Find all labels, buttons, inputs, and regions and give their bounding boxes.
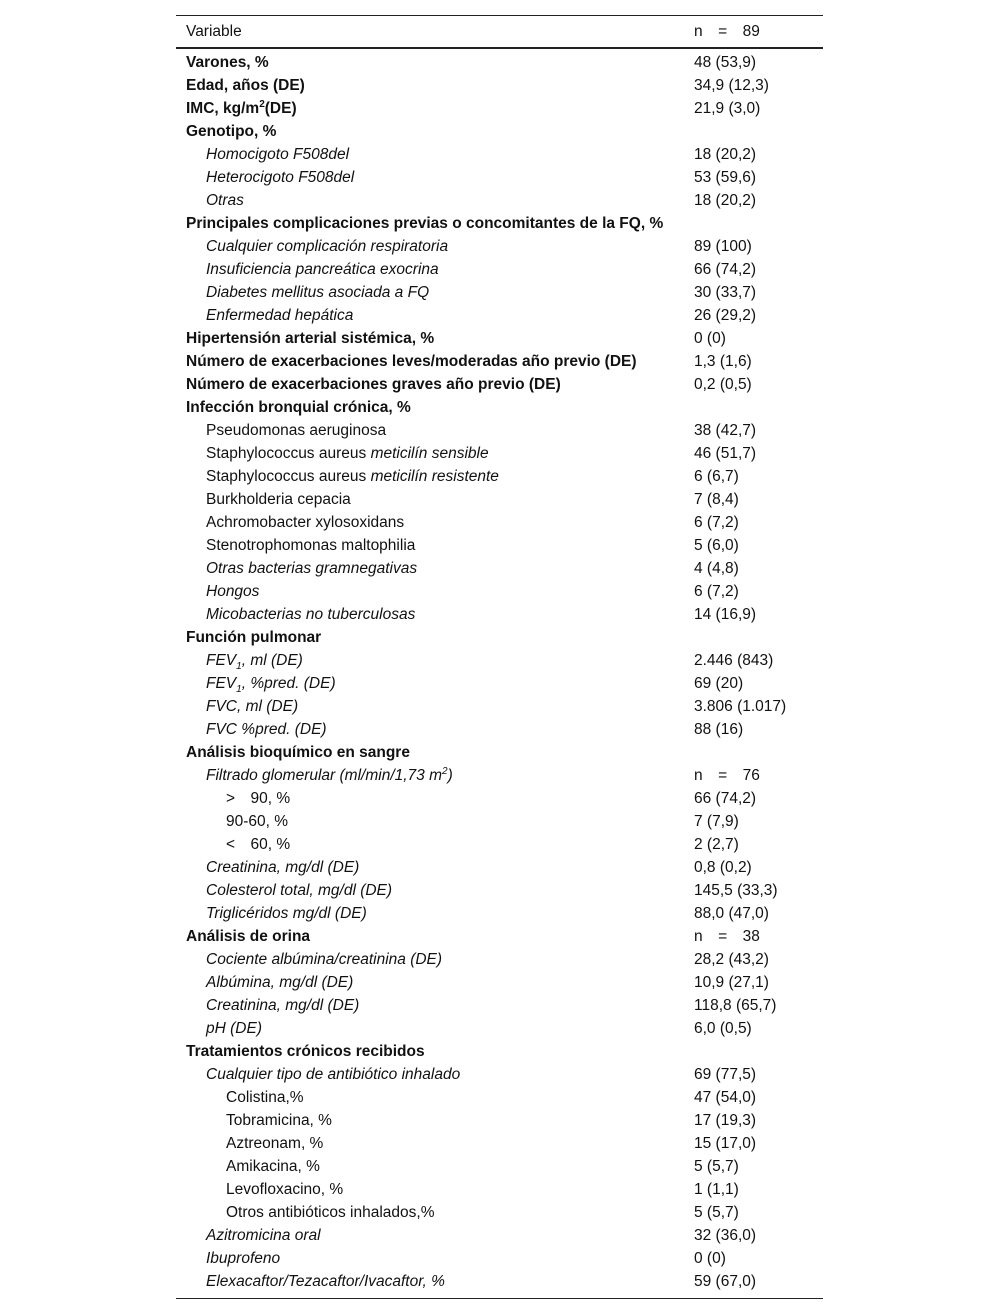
row-label: Burkholderia cepacia — [206, 491, 351, 508]
table-row — [176, 51, 823, 74]
table-row — [176, 810, 823, 833]
row-label: Amikacina, % — [226, 1158, 320, 1175]
row-label: Infección bronquial crónica, % — [186, 399, 411, 416]
row-label: $FEV_1$, ml (DE) — [206, 652, 303, 673]
row-label: Homocigoto F508del — [206, 146, 350, 163]
table-row — [176, 465, 823, 488]
table-row — [176, 580, 823, 603]
row-label: Hongos — [206, 583, 260, 600]
row-value: 6,0 (0,5) — [694, 1020, 752, 1037]
table-row — [176, 1017, 823, 1040]
row-value: 38 (42,7) — [694, 422, 757, 439]
row-label: Análisis de orina — [186, 928, 311, 945]
row-label: Creatinina, mg/dl (DE) — [206, 997, 360, 1014]
row-label: Azitromicina oral — [206, 1227, 321, 1244]
row-value: n = 38 — [694, 928, 760, 945]
row-label: Triglicéridos mg/dl (DE) — [206, 905, 367, 922]
table-row — [176, 396, 823, 419]
table-row — [176, 1040, 823, 1063]
table-row — [176, 74, 823, 97]
row-label: Tratamientos crónicos recibidos — [186, 1043, 425, 1060]
table-row — [176, 925, 823, 948]
row-value: 6 (7,2) — [694, 514, 739, 531]
row-value: 48 (53,9) — [694, 54, 757, 71]
row-label: pH (DE) — [206, 1020, 262, 1037]
row-label: Función pulmonar — [186, 629, 322, 646]
row-value: 89 (100) — [694, 238, 752, 255]
row-label: Creatinina, mg/dl (DE) — [206, 859, 360, 876]
row-value: 46 (51,7) — [694, 445, 757, 462]
row-value: 6 (6,7) — [694, 468, 739, 485]
row-value: 5 (5,7) — [694, 1158, 739, 1175]
row-value: 26 (29,2) — [694, 307, 757, 324]
row-label: < 60, % — [226, 836, 291, 853]
row-label: Filtrado glomerular (ml/min/1,73 $m^2$) — [206, 765, 453, 784]
table-row — [176, 948, 823, 971]
row-label: Hipertensión arterial sistémica, % — [186, 330, 435, 347]
row-value: 2.446 (843) — [694, 652, 774, 669]
row-value: 5 (5,7) — [694, 1204, 739, 1221]
row-label: Cualquier complicación respiratoria — [206, 238, 449, 255]
table-row — [176, 833, 823, 856]
row-label: Aztreonam, % — [226, 1135, 324, 1152]
row-value: 0 (0) — [694, 330, 726, 347]
table-row — [176, 1155, 823, 1178]
table-row — [176, 143, 823, 166]
row-value: 14 (16,9) — [694, 606, 757, 623]
row-label: Albúmina, mg/dl (DE) — [206, 974, 354, 991]
table-row — [176, 741, 823, 764]
row-value: 32 (36,0) — [694, 1227, 757, 1244]
table-row — [176, 511, 823, 534]
row-label: Principales complicaciones previas o concomitantes de la FQ, % — [186, 215, 664, 232]
row-label: $FEV_1$, %pred. (DE) — [206, 675, 336, 696]
row-value: 17 (19,3) — [694, 1112, 757, 1129]
row-value: 34,9 (12,3) — [694, 77, 769, 94]
row-value: 59 (67,0) — [694, 1273, 757, 1290]
row-label: Colistina,% — [226, 1089, 304, 1106]
row-label: Edad, años (DE) — [186, 77, 305, 94]
row-label: Otras — [206, 192, 244, 209]
table-row — [176, 649, 823, 672]
row-value: 0,8 (0,2) — [694, 859, 752, 876]
row-value: 18 (20,2) — [694, 192, 757, 209]
row-value: 88 (16) — [694, 721, 744, 738]
table-row — [176, 557, 823, 580]
row-label: Genotipo, % — [186, 123, 277, 140]
table-row — [176, 1224, 823, 1247]
table-row — [176, 488, 823, 511]
table-body — [176, 49, 823, 1298]
row-label: FVC %pred. (DE) — [206, 721, 327, 738]
row-value: 66 (74,2) — [694, 261, 757, 278]
table-row — [176, 120, 823, 143]
table-row — [176, 764, 823, 787]
row-value: 6 (7,2) — [694, 583, 739, 600]
table-row — [176, 419, 823, 442]
row-label: Enfermedad hepática — [206, 307, 354, 324]
table-row — [176, 1201, 823, 1224]
table-row — [176, 258, 823, 281]
table-row — [176, 1063, 823, 1086]
row-label: Achromobacter xylosoxidans — [206, 514, 405, 531]
table-row — [176, 442, 823, 465]
row-value: 47 (54,0) — [694, 1089, 757, 1106]
table-row — [176, 304, 823, 327]
table-row — [176, 626, 823, 649]
table-row — [176, 1109, 823, 1132]
table-row — [176, 902, 823, 925]
row-value: 118,8 (65,7) — [694, 997, 777, 1014]
characteristics-table — [176, 15, 823, 1299]
table-row — [176, 212, 823, 235]
table-row — [176, 994, 823, 1017]
table-row — [176, 327, 823, 350]
table-row — [176, 1178, 823, 1201]
row-label: Stenotrophomonas maltophilia — [206, 537, 416, 554]
row-value: n = 76 — [694, 767, 760, 784]
row-label: Análisis bioquímico en sangre — [186, 744, 410, 761]
row-value: 18 (20,2) — [694, 146, 757, 163]
row-value: 10,9 (27,1) — [694, 974, 769, 991]
header-variable: Variable — [186, 23, 242, 40]
row-value: 2 (2,7) — [694, 836, 739, 853]
row-label: Insuficiencia pancreática exocrina — [206, 261, 439, 278]
table-row — [176, 166, 823, 189]
row-value: 88,0 (47,0) — [694, 905, 769, 922]
table-row — [176, 1086, 823, 1109]
table-row — [176, 695, 823, 718]
table-row — [176, 1247, 823, 1270]
header-n: n = 89 — [694, 23, 760, 40]
row-value: 30 (33,7) — [694, 284, 757, 301]
row-label: Ibuprofeno — [206, 1250, 281, 1267]
table-row — [176, 534, 823, 557]
table-row — [176, 281, 823, 304]
row-label: Staphylococcus aureus meticilín sensible — [206, 445, 489, 462]
table-row — [176, 856, 823, 879]
row-value: 3.806 (1.017) — [694, 698, 787, 715]
table-row — [176, 97, 823, 120]
table-row — [176, 350, 823, 373]
table-row — [176, 235, 823, 258]
row-value: 0,2 (0,5) — [694, 376, 752, 393]
row-label: Diabetes mellitus asociada a FQ — [206, 284, 430, 301]
row-value: 4 (4,8) — [694, 560, 739, 577]
table-header — [176, 16, 823, 49]
row-label: Otros antibióticos inhalados,% — [226, 1204, 435, 1221]
row-value: 21,9 (3,0) — [694, 100, 761, 117]
row-label: IMC, $kg/m^2(DE)$ — [186, 98, 297, 117]
row-label: Pseudomonas aeruginosa — [206, 422, 387, 439]
row-label: > 90, % — [226, 790, 291, 807]
row-label: Número de exacerbaciones graves año previo (DE) — [186, 376, 561, 393]
row-label: Heterocigoto F508del — [206, 169, 355, 186]
row-label: Tobramicina, % — [226, 1112, 332, 1129]
row-value: 15 (17,0) — [694, 1135, 757, 1152]
table-row — [176, 787, 823, 810]
table-row — [176, 1132, 823, 1155]
row-label: Colesterol total, mg/dl (DE) — [206, 882, 393, 899]
row-label: 90-60, % — [226, 813, 289, 830]
row-label: Elexacaftor/Tezacaftor/Ivacaftor, % — [206, 1273, 445, 1290]
row-value: 5 (6,0) — [694, 537, 739, 554]
table-row — [176, 971, 823, 994]
row-label: FVC, ml (DE) — [206, 698, 299, 715]
row-label: Cualquier tipo de antibiótico inhalado — [206, 1066, 461, 1083]
table-row — [176, 879, 823, 902]
row-label: Cociente albúmina/creatinina (DE) — [206, 951, 443, 968]
row-value: 1 (1,1) — [694, 1181, 739, 1198]
row-value: 66 (74,2) — [694, 790, 757, 807]
row-value: 53 (59,6) — [694, 169, 757, 186]
row-value: 7 (8,4) — [694, 491, 739, 508]
table-row — [176, 672, 823, 695]
row-value: 69 (77,5) — [694, 1066, 757, 1083]
row-label: Staphylococcus aureus meticilín resistente — [206, 468, 499, 485]
table-row — [176, 373, 823, 396]
row-label: Número de exacerbaciones leves/moderadas año previo (DE) — [186, 353, 637, 370]
row-value: 7 (7,9) — [694, 813, 739, 830]
row-value: 0 (0) — [694, 1250, 726, 1267]
table-row — [176, 1270, 823, 1293]
row-label: Varones, % — [186, 54, 269, 71]
table-row — [176, 718, 823, 741]
row-value: 1,3 (1,6) — [694, 353, 752, 370]
table-row — [176, 189, 823, 212]
row-value: 69 (20) — [694, 675, 744, 692]
row-label: Levofloxacino, % — [226, 1181, 344, 1198]
row-value: 28,2 (43,2) — [694, 951, 769, 968]
row-label: Micobacterias no tuberculosas — [206, 606, 416, 623]
row-value: 145,5 (33,3) — [694, 882, 778, 899]
row-label: Otras bacterias gramnegativas — [206, 560, 418, 577]
table-row — [176, 603, 823, 626]
